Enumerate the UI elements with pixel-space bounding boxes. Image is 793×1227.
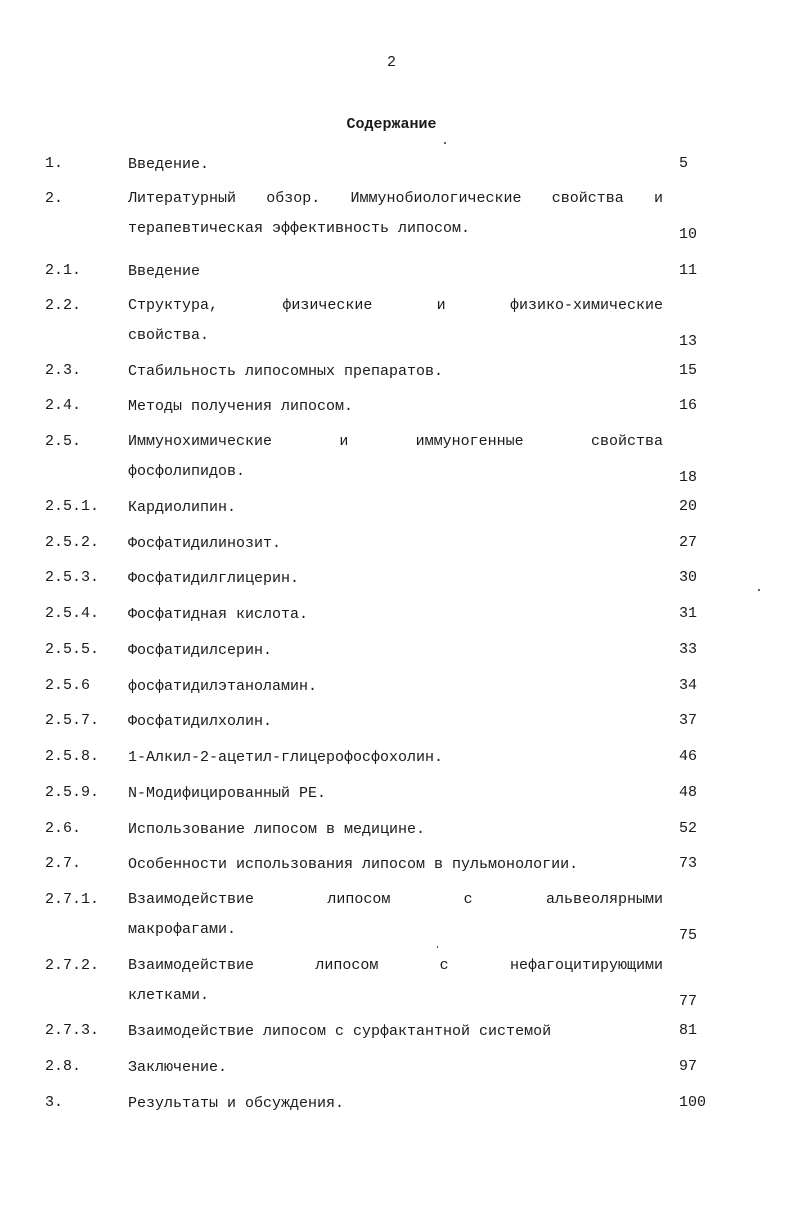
toc-entry-page: 20 bbox=[679, 498, 698, 515]
toc-entry-page: 52 bbox=[679, 820, 698, 837]
toc-entry-number: 2.7.1. bbox=[45, 891, 100, 908]
toc-entry-page: 5 bbox=[679, 155, 689, 172]
toc-entry-number: 2.5.2. bbox=[45, 534, 100, 551]
toc-entry-page: 100 bbox=[679, 1094, 707, 1111]
toc-entry-page: 81 bbox=[679, 1022, 698, 1039]
toc-entry-title: Взаимодействие липосом с сурфактантной системой bbox=[128, 1023, 552, 1040]
toc-entry-title bbox=[128, 427, 663, 487]
toc-entry-page: 31 bbox=[679, 605, 698, 622]
toc-entry-title: Кардиолипин. bbox=[128, 499, 237, 516]
toc-entry-title: N-Модифицированный PE. bbox=[128, 785, 327, 802]
toc-entry-number: 2.5.4. bbox=[45, 605, 100, 622]
toc-entry-title: Введение. bbox=[128, 156, 210, 173]
toc-entry-title: Фосфатидная кислота. bbox=[128, 606, 309, 623]
toc-entry-number: 2.1. bbox=[45, 262, 82, 279]
toc-entry-title bbox=[128, 184, 663, 244]
toc-entry-title-line: Взаимодействие липосом с альвеолярными bbox=[128, 891, 663, 908]
scan-speck bbox=[437, 946, 438, 948]
toc-entry-number: 1. bbox=[45, 155, 64, 172]
toc-entry-title-line: клетками. bbox=[128, 987, 210, 1004]
toc-entry-title: Методы получения липосом. bbox=[128, 398, 354, 415]
toc-entry-title-line: свойства. bbox=[128, 327, 210, 344]
toc-entry-page: 11 bbox=[679, 262, 698, 279]
toc-entry-number: 2.5.7. bbox=[45, 712, 100, 729]
toc-entry-page: 37 bbox=[679, 712, 698, 729]
toc-entry-page: 77 bbox=[679, 993, 698, 1010]
toc-entry-page: 73 bbox=[679, 855, 698, 872]
toc-entry-title: 1-Алкил-2-ацетил-глицерофосфохолин. bbox=[128, 749, 444, 766]
toc-entry-number: 2.8. bbox=[45, 1058, 82, 1075]
toc-entry-number: 2.7. bbox=[45, 855, 82, 872]
toc-entry-title-line: Иммунохимические и иммуногенные свойства bbox=[128, 433, 663, 450]
toc-entry-title-line: фосфолипидов. bbox=[128, 463, 246, 480]
toc-entry-title: Использование липосом в медицине. bbox=[128, 821, 426, 838]
toc-entry-title: Заключение. bbox=[128, 1059, 228, 1076]
scan-speck bbox=[444, 142, 446, 144]
toc-entry-title: Особенности использования липосом в пульмонологии. bbox=[128, 856, 579, 873]
toc-entry-number: 2.5.3. bbox=[45, 569, 100, 586]
toc-entry-title: Стабильность липосомных препаратов. bbox=[128, 363, 444, 380]
toc-entry-number: 2.5.6 bbox=[45, 677, 91, 694]
toc-entry bbox=[0, 957, 793, 1017]
toc-entry-title: Фосфатидилсерин. bbox=[128, 642, 273, 659]
toc-entry-number: 3. bbox=[45, 1094, 64, 1111]
toc-entry bbox=[0, 297, 793, 357]
toc-entry-page: 75 bbox=[679, 927, 698, 944]
toc-entry-number: 2.6. bbox=[45, 820, 82, 837]
toc-entry-page: 10 bbox=[679, 226, 698, 243]
page-number: 2 bbox=[386, 54, 396, 71]
toc-entry bbox=[0, 433, 793, 493]
toc-entry-title: Фосфатидилглицерин. bbox=[128, 570, 300, 587]
toc-entry-title bbox=[128, 291, 663, 351]
toc-entry-number: 2.7.3. bbox=[45, 1022, 100, 1039]
toc-entry bbox=[0, 1094, 793, 1154]
toc-entry-title-line: терапевтическая эффективность липосом. bbox=[128, 220, 471, 237]
toc-entry-number: 2.5.5. bbox=[45, 641, 100, 658]
toc-entry-number: 2.5.8. bbox=[45, 748, 100, 765]
toc-entry-page: 15 bbox=[679, 362, 698, 379]
toc-entry-number: 2. bbox=[45, 190, 64, 207]
page-title: Содержание bbox=[346, 116, 437, 133]
toc-entry-page: 46 bbox=[679, 748, 698, 765]
toc-entry-number: 2.5.9. bbox=[45, 784, 100, 801]
toc-entry-number: 2.7.2. bbox=[45, 957, 100, 974]
toc-entry-number: 2.3. bbox=[45, 362, 82, 379]
toc-entry-number: 2.2. bbox=[45, 297, 82, 314]
toc-entry-title: Фосфатидилинозит. bbox=[128, 535, 282, 552]
toc-entry-title-line: Литературный обзор. Иммунобиологические свойства и bbox=[128, 190, 663, 207]
toc-entry-title: Введение bbox=[128, 263, 201, 280]
toc-entry-page: 33 bbox=[679, 641, 698, 658]
toc-entry-page: 27 bbox=[679, 534, 698, 551]
toc-entry-page: 16 bbox=[679, 397, 698, 414]
toc-entry-number: 2.5. bbox=[45, 433, 82, 450]
toc-entry bbox=[0, 190, 793, 250]
toc-entry-title-line: макрофагами. bbox=[128, 921, 237, 938]
toc-entry-title bbox=[128, 885, 663, 945]
toc-entry bbox=[0, 891, 793, 951]
scan-speck bbox=[758, 589, 760, 591]
toc-entry-number: 2.4. bbox=[45, 397, 82, 414]
toc-entry-title: Результаты и обсуждения. bbox=[128, 1095, 345, 1112]
toc-entry-page: 34 bbox=[679, 677, 698, 694]
toc-entry-page: 30 bbox=[679, 569, 698, 586]
toc-entry-page: 48 bbox=[679, 784, 698, 801]
toc-entry-title-line: Структура, физические и физико-химические bbox=[128, 297, 663, 314]
toc-entry-number: 2.5.1. bbox=[45, 498, 100, 515]
toc-entry-title-line: Взаимодействие липосом с нефагоцитирующими bbox=[128, 957, 663, 974]
toc-entry-title: Фосфатидилхолин. bbox=[128, 713, 273, 730]
toc-entry-title: фосфатидилэтаноламин. bbox=[128, 678, 318, 695]
toc-entry-page: 18 bbox=[679, 469, 698, 486]
toc-entry-page: 97 bbox=[679, 1058, 698, 1075]
toc-entry-title bbox=[128, 951, 663, 1011]
toc-entry-page: 13 bbox=[679, 333, 698, 350]
